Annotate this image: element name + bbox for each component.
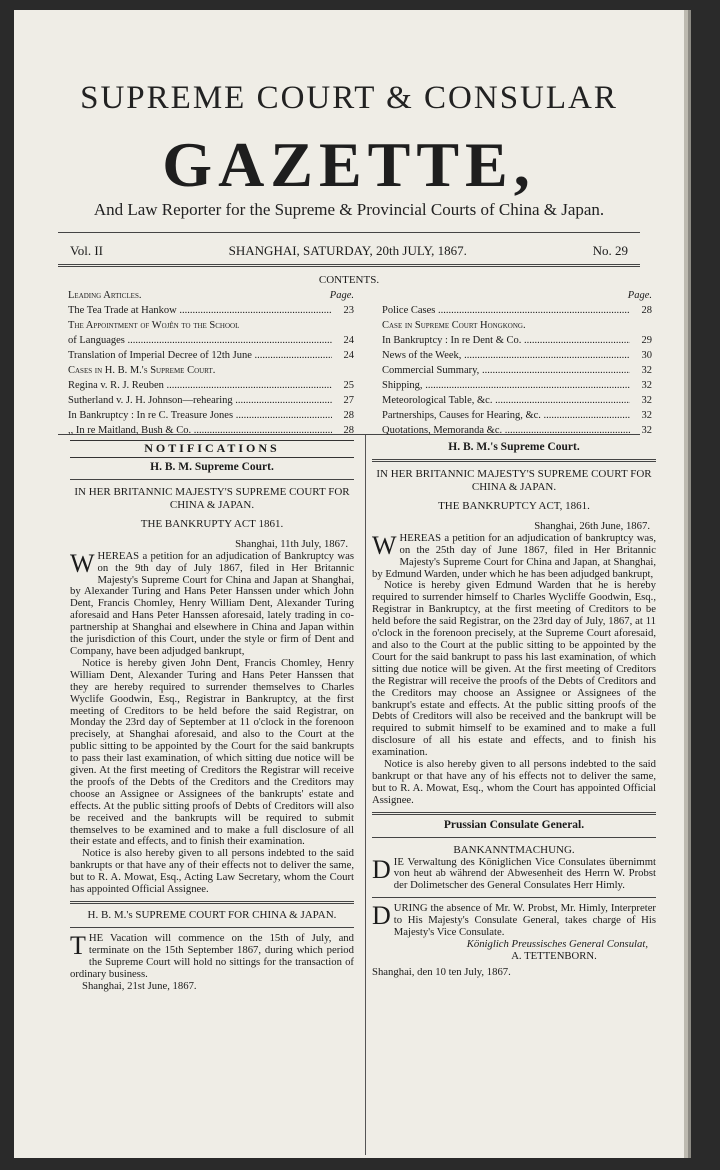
contents-entry-page: 29 <box>641 335 652 346</box>
masthead-line1: SUPREME COURT & CONSULAR <box>80 80 618 116</box>
column-divider <box>365 435 366 1155</box>
contents-entry <box>68 393 354 408</box>
notifications-heading: NOTIFICATIONS <box>70 440 354 458</box>
court-heading-right: H. B. M.'s Supreme Court. <box>448 441 580 453</box>
notice-date: Shanghai, 11th July, 1867. <box>235 537 348 550</box>
rule-contents <box>58 434 640 435</box>
contents-entry <box>382 288 652 303</box>
contents-entry-label: Leading Articles. <box>68 290 142 301</box>
german-notice: DIE Verwaltung des Königlichen Vice Consulates übernimmt von heut ab während der Abwesenheit des Herrn W. Probst der Dolimetscher des General Consulates Herr Himly. <box>372 854 656 892</box>
contents-entry-label: ,, In re Maitland, Bush & Co. ..... <box>68 423 332 438</box>
notice-paragraph-3: Notice is also hereby given to all persons indebted to the said bankrupts or that have any of their effects not to deliver the same, but to R. A. Mowat, Esq., Acting Law Secretary, whom the Court has appointed Official Assignee. <box>70 847 354 896</box>
contents-entry <box>68 423 354 438</box>
contents-entry-page: 32 <box>641 425 652 436</box>
masthead-title: GAZETTE, <box>162 129 536 200</box>
contents-entry <box>68 318 354 333</box>
consulate-signature: Königlich Preussisches General Consulat, <box>466 938 648 950</box>
act-title: THE BANKRUPTY ACT 1861. <box>140 517 284 530</box>
notice-paragraph-1: WHEREAS a petition for an adjudication of Bankruptcy was on the 9th day of July 1867, filed in Her Britannic Majesty's Supreme Court for China and Japan at Shanghai, by Alexander Turing and Hans Peter Hanssen under which John Dent, Francis Chomley, Henry William Dent, Alexander Turing aforesaid and Hans Peter Hanssen aforesaid, lately trading in co-partnership at Shanghai and elsewhere in China and Japan within the jurisdiction of this Court, under the style or firm of Dent and Company, have been adjudged bankrupt, <box>70 548 354 657</box>
contents-entry <box>382 333 652 348</box>
contents-entry <box>68 408 354 423</box>
contents-entry-label: Case in Supreme Court Hongkong. <box>382 320 526 331</box>
signatory-name: A. TETTENBORN. <box>511 949 597 962</box>
prussian-heading: Prussian Consulate General. <box>443 818 585 831</box>
contents-entry-page: 24 <box>343 335 354 346</box>
contents-entry <box>382 393 652 408</box>
rule-top <box>58 232 640 233</box>
contents-entry-label: In Bankruptcy : In re Dent & Co. ..... <box>382 333 630 348</box>
contents-entry-page: 24 <box>343 350 354 361</box>
masthead-subtitle: And Law Reporter for the Supreme & Provincial Courts of China & Japan. <box>93 200 605 219</box>
contents-entry <box>382 363 652 378</box>
place-date: SHANGHAI, SATURDAY, 20th JULY, 1867. <box>228 243 467 258</box>
consulate-place-date: Shanghai, den 10 ten July, 1867. <box>372 965 511 978</box>
contents-entry-page: 28 <box>343 410 354 421</box>
contents-entry <box>382 408 652 423</box>
contents-entry <box>68 378 354 393</box>
court-heading: H. B. M. Supreme Court. <box>150 460 274 473</box>
vacation-date: Shanghai, 21st June, 1867. <box>82 979 197 992</box>
right-column <box>372 440 656 979</box>
left-column <box>70 440 354 993</box>
volume-label: Vol. II <box>70 243 103 258</box>
contents-entry-label: Meteorological Table, &c. ..... <box>382 393 630 408</box>
rule-dateline <box>58 264 640 265</box>
contents-entry-label: Quotations, Memoranda &c. ..... <box>382 423 630 438</box>
contents-entry-page: 23 <box>343 305 354 316</box>
contents-entry-label: The Appointment of Wojên to the School <box>68 320 240 331</box>
contents-entry-label: Partnerships, Causes for Hearing, &c. ..... <box>382 408 630 423</box>
contents-entry-page: 32 <box>641 365 652 376</box>
contents-entry <box>68 288 354 303</box>
contents-entry-page: 30 <box>641 350 652 361</box>
right-paragraph-1: WHEREAS a petition for an adjudication of bankruptcy was, on the 25th day of June 1867, filed in Her Britannic Majesty's Supreme Court for China and Japan, at Shanghai, by Edmund Warden, under which he has been adjudged bankrupt, <box>372 530 656 580</box>
contents-entry <box>382 423 652 438</box>
dateline <box>70 243 628 259</box>
contents-entry-label: In Bankruptcy : In re C. Treasure Jones ..... <box>68 408 332 423</box>
contents-right <box>382 288 652 438</box>
contents-entry-label: Shipping, ..... <box>382 378 630 393</box>
rule-dateline-2 <box>58 266 640 267</box>
bank-heading: BANKANNTMACHUNG. <box>453 843 575 856</box>
contents-entry-label: Sutherland v. J. H. Johnson—rehearing ..... <box>68 393 332 408</box>
right-paragraph-3: Notice is also hereby given to all persons indebted to the said bankrupt or that have any of his effects not to deliver the same, but to R. A. Mowat, Esq., whom the Court has appointed Official Assignee. <box>372 758 656 806</box>
contents-entry-label: News of the Week, ..... <box>382 348 630 363</box>
english-notice: DURING the absence of Mr. W. Probst, Mr. Himly, Interpreter to His Majesty's Consulate General, takes charge of His Majesty's Vice Consulate. <box>372 901 656 939</box>
contents-title: CONTENTS. <box>318 274 380 286</box>
vacation-heading: H. B. M.'s SUPREME COURT FOR CHINA & JAPAN. <box>87 909 337 921</box>
act-title-right: THE BANKRUPTCY ACT, 1861. <box>438 499 590 512</box>
contents-entry <box>68 363 354 378</box>
contents-entry <box>68 333 354 348</box>
contents-entry-label: The Tea Trade at Hankow ..... <box>68 303 332 318</box>
court-title: IN HER BRITANNIC MAJESTY'S SUPREME COURT FOR CHINA & JAPAN. <box>74 485 350 511</box>
contents-entry-page: 32 <box>641 410 652 421</box>
contents-entry-page: 25 <box>343 380 354 391</box>
notice-paragraph-2: Notice is hereby given John Dent, Francis Chomley, Henry William Dent, Alexander Turing and Hans Peter Hanssen that they are hereby required to surrender themselves to Charles Wyclife Goodwin, Esq., Registrar in Bankruptcy, at the first meeting of Creditors to be held before the said Registrar, on Monday the 23rd day of September at 11 o'clock in the forenoon precisely, at Shanghai aforesaid, and also to the Court at the public sitting to be appointed by the Court for the said bankrupts to pass their last examination, of which sitting due notice will be given. At the first meeting of Creditors the Registrar will receive the proofs of the Debts of the Creditors and the Creditors may choose an Assignee or Assignees of the bankrupts' estate and effects. At the public sitting proofs of Debts of Creditors will also be received and the bankrupts will be required to submit themselves to be examined and to make a full disclosure of all their estate and effects, and to finish their examination. <box>70 656 354 848</box>
contents-entry-label: Cases in H. B. M.'s Supreme Court. <box>68 365 216 376</box>
issue-number: No. 29 <box>592 243 628 258</box>
contents-left <box>68 288 354 438</box>
right-paragraph-2: Notice is hereby given Edmund Warden that he is hereby required to surrender himself to Charles Wycliffe Goodwin, Esq., Registrar in Bankruptcy, at the first meeting of Creditors to be held before the said Registrar, on the 23rd day of July, 1867, at 11 o'clock in the forenoon precisely, at the Supreme Court aforesaid, and also to the Court at the public sitting to be appointed by the Court for the said bankrupt to pass his last examination, of which sitting due notice will be given. At the first meeting of Creditors the Registrar will receive the proofs of the Debts of Creditors and the Creditors may choose an Assignee or Assignees of the bankrupt's estate and effects. At the public sitting proofs of the Debts of Creditors will also be received and the bankrupt will be required to submit himself to be examined and to make a full disclosure of all his estate and effects, and to finish his examination. <box>372 579 656 759</box>
contents-entry-page: 27 <box>343 395 354 406</box>
contents-entry <box>68 303 354 318</box>
contents-entry-label: Commercial Summary, ..... <box>382 363 630 378</box>
notice-date-right: Shanghai, 26th June, 1867. <box>534 519 650 532</box>
contents-entry-label: Regina v. R. J. Reuben ..... <box>68 378 332 393</box>
contents-entry <box>68 348 354 363</box>
contents-entry-page: 28 <box>343 425 354 436</box>
contents-entry-page: Page. <box>329 290 354 301</box>
contents-entry-label: Translation of Imperial Decree of 12th June ..... <box>68 348 332 363</box>
contents-entry-label: Police Cases ..... <box>382 303 630 318</box>
contents-entry-page: Page. <box>627 290 652 301</box>
vacation-paragraph: THE Vacation will commence on the 15th of July, and terminate on the 15th September 1867, during which period the Supreme Court will hold no sittings for the transaction of ordinary business. <box>70 931 354 980</box>
contents-entry-label: of Languages ..... <box>68 333 332 348</box>
contents-entry-page: 32 <box>641 395 652 406</box>
contents-entry-page: 32 <box>641 380 652 391</box>
contents-entry <box>382 303 652 318</box>
court-title-right: IN HER BRITANNIC MAJESTY'S SUPREME COURT FOR CHINA & JAPAN. <box>376 467 652 493</box>
contents-entry <box>382 318 652 333</box>
newspaper-page <box>14 10 684 1158</box>
contents-entry-page: 28 <box>641 305 652 316</box>
contents-entry <box>382 378 652 393</box>
contents-entry <box>382 348 652 363</box>
